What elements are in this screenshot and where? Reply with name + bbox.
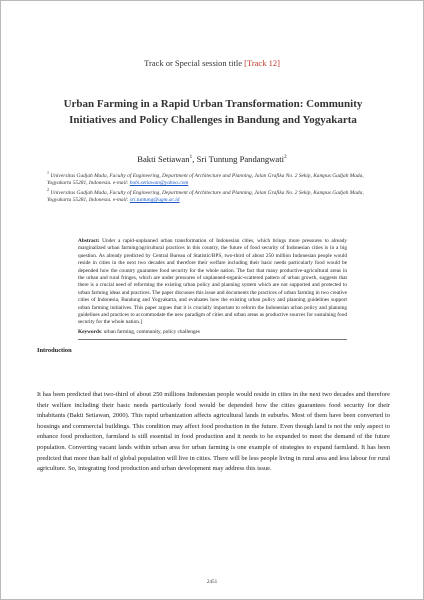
affiliation-2-email[interactable]: sri.tuntung@ugm.ac.id [129,197,180,204]
affiliation-1-email[interactable]: bobi.setiawan@yahoo.com [129,180,189,187]
affiliation-1 [47,169,389,188]
affiliation-1-text: Universitas Gadjah Mada, Faculty of Engineering, Department of Architecture and Planning, Jalan Grafika No. 2 Sekip, Kampus Gadjah Mada, Yogyakarta 55281, Indonesia. e-mail: [47,172,364,187]
author-separator: , [192,154,197,164]
author-1-sup: 1 [189,154,193,161]
affiliation-2 [47,186,389,205]
author-1: Bakti Setiawan [137,154,190,164]
keywords [78,329,347,335]
abstract-divider [78,339,347,340]
track-tag: [Track 12] [244,58,280,68]
author-2-sup: 2 [283,154,287,161]
author-line [1,154,423,164]
page-number: 2451 [206,579,218,585]
keywords-text: : urban farming, community, policy challenges [100,329,200,335]
affiliation-2-text: Universitas Gadjah Mada, Faculty of Engineering, Department of Architecture and Planning, Jalan Grafika No. 2 Sekip, Kampus Gadjah Mada, Yogyakarta 55281, Indonesia. e-mail: [47,189,364,204]
author-2: Sri Tuntung Pandangwati [196,154,284,164]
keywords-label: Keywords [78,329,101,335]
abstract [78,238,347,327]
track-prefix: Track or Special session title [144,58,245,68]
affiliation-2-sup: 2 [47,187,49,192]
abstract-text: Under a rapid-unplanned urban transformation of Indonesian cities, which brings more pressures to already marginalized urban farming/agricultural practices in this country, the future of food security of Indonesian cities is in a big question. As already predicted by Central Bureau of Statistic/BPS, two-third of about 250 million Indonesian people would reside in cities in the next two decades and therefore their welfare including their basic needs particularly food would be depended how the country guarantee food security for the whole nation. The fact that many productive-agricultural areas in the urban and rural fringes, which are under pressures of unplanned-organic-scattered pattern of urban growth, suggests that there is a crucial need of reforming the existing urban policy and planning system which are not supported and protected to urban farming ideas and practices. The paper discusses this issue and documents the practices of urban farming in two creative cities of Indonesia, Bandung and Yogyakarta, and evaluates how the existing urban policy and planning guidelines support urban farming initiatives. This paper argues that it is crucially important to reform the Indonesian urban policy and planning guidelines and practices to accommodate the new paradigm of cities and urban areas as productive sources for sustaining food security for the whole nation.] [78,238,347,326]
section-heading-introduction: Introduction [37,347,72,354]
affiliation-1-sup: 1 [47,170,49,175]
introduction-body: It has been predicted that two-third of about 250 millions Indonesian people would reside in cities in the next two decades and therefore their welfare including their basic needs particularly food would be depended how the cities guarantees food security for their inhabitants (Bakti Setiawan, 2000). This rapid urbanization affects agricultural lands in suburbs. Most of them have been converted to housings and commercial buildings. This condition may affect food production in the future. Even though land is not the only aspect to enhance food production, farmland is still essential in food production and it needs to be expanded to meet the demand of the future population. Converting vacant lands within urban area for urban farming is one example of strategies to expand farmland. It has been predicted that more than half of global population will live in cities. There will be less people living in rural area and less labour for rural agriculture. So, integrating food production and urban development may address this issue. [37,391,390,473]
paper-title: Urban Farming in a Rapid Urban Transformation: Community Initiatives and Policy Challenges in Bandung and Yogyakarta [63,98,363,126]
abstract-label: Abstract: [78,238,100,244]
track-header [1,58,423,68]
